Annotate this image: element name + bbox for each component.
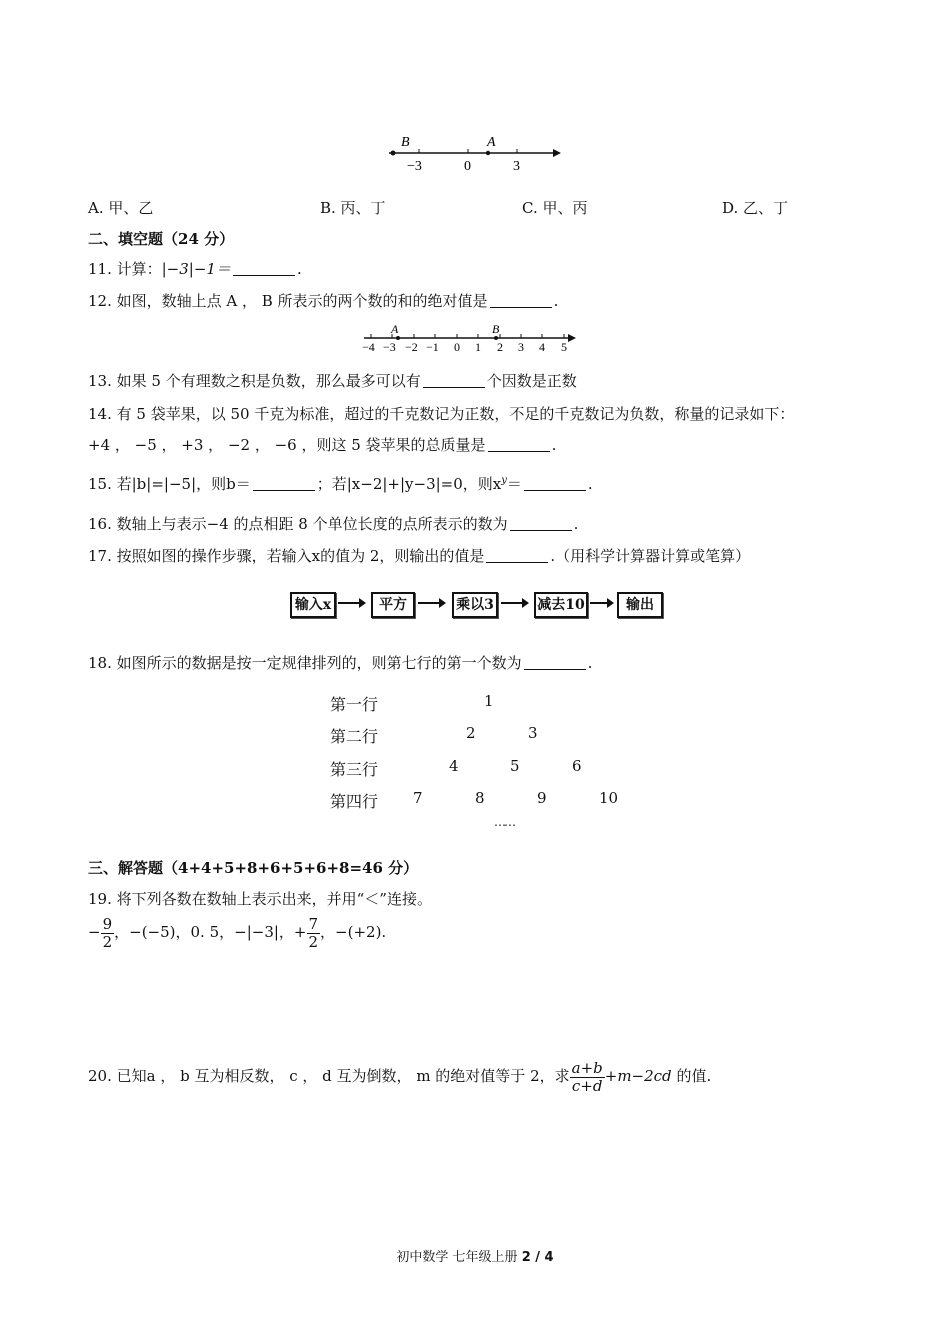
question-13-prefix: 13. 如果 5 个有理数之积是负数，那么最多可以有 — [88, 372, 421, 390]
row-label: 第三行 — [330, 760, 379, 779]
tick-label: 1 — [475, 340, 481, 354]
expression-tail: +m−2cd — [604, 1067, 672, 1085]
question-16-suffix: . — [573, 515, 579, 533]
tick-label: −4 — [362, 340, 375, 354]
tick-label: −2 — [405, 340, 418, 354]
question-15-prefix: 15. 若|b|=|−5|，则b＝ — [88, 475, 251, 493]
question-14-suffix: . — [551, 436, 557, 454]
question-17 — [88, 545, 750, 566]
flow-arrow — [501, 602, 527, 604]
option-a: A. 甲、乙 — [88, 199, 154, 217]
question-15 — [88, 473, 593, 494]
page-footer — [0, 1246, 950, 1265]
flow-step-output: 输出 — [617, 592, 663, 618]
answer-blank — [253, 475, 315, 491]
row-number: 3 — [528, 724, 538, 742]
row-label: 第四行 — [330, 792, 379, 811]
fraction-a-plus-b-over-c-plus-d: $\frac{a+b}{c+d}$ — [571, 1059, 603, 1095]
row-number: 5 — [510, 757, 520, 775]
tick-label: 0 — [464, 159, 471, 174]
tick-label: 0 — [454, 340, 460, 354]
question-20-suffix: 的值. — [671, 1067, 712, 1085]
flow-arrow — [418, 602, 444, 604]
question-12 — [88, 290, 558, 311]
question-11-prefix: 11. 计算： — [88, 260, 162, 278]
answer-blank — [488, 436, 550, 452]
question-16 — [88, 513, 578, 534]
fraction-7-2: $\frac{7}{2}$ — [308, 915, 319, 951]
option-b: B. 丙、丁 — [320, 199, 386, 217]
question-11-suffix: . — [296, 260, 302, 278]
question-15-suffix: . — [587, 475, 593, 493]
point-b-label: B — [401, 135, 410, 150]
question-18 — [88, 652, 592, 673]
question-17-prefix: 17. 按照如图的操作步骤，若输入x的值为 2，则输出的值是 — [88, 547, 485, 565]
question-11 — [88, 258, 302, 279]
fraction-9-2: $\frac{9}{2}$ — [102, 915, 113, 951]
point-b-label: B — [492, 322, 500, 336]
footer-title: 初中数学 七年级上册 — [396, 1250, 522, 1265]
question-15-middle: ；若|x−2|+|y−3|=0，则x — [316, 475, 502, 493]
question-17-suffix: .（用科学计算器计算或笔算） — [550, 547, 751, 565]
option-d: D. 乙、丁 — [722, 199, 789, 217]
flow-arrow — [590, 602, 612, 604]
number-list-end: ，−(+2). — [320, 923, 387, 941]
answer-blank — [524, 475, 586, 491]
tick-label: 3 — [518, 340, 524, 354]
number-list: ，−(−5)，0. 5，−|−3|，+ — [114, 923, 307, 941]
question-13-suffix: 个因数是正数 — [486, 372, 577, 390]
question-12-text: 12. 如图，数轴上点 A ， B 所表示的两个数的和的绝对值是 — [88, 292, 488, 310]
number-line-figure-1 — [385, 132, 565, 177]
section-2-title: 二、填空题（24 分） — [88, 230, 235, 248]
question-15-equals: ＝ — [506, 475, 522, 493]
answer-blank — [510, 515, 572, 531]
question-13 — [88, 370, 577, 391]
answer-blank — [490, 292, 552, 308]
question-16-prefix: 16. 数轴上与表示−4 的点相距 8 个单位长度的点所表示的数为 — [88, 515, 508, 533]
row-label: 第一行 — [330, 695, 379, 714]
flow-step-square: 平方 — [371, 592, 415, 618]
question-19-numbers — [88, 916, 386, 950]
row-number: 8 — [475, 789, 485, 807]
tick-label: 2 — [497, 340, 503, 354]
question-11-expression: |−3|−1＝ — [161, 260, 231, 278]
row-number: 4 — [449, 757, 459, 775]
flow-step-subtract: 减去10 — [534, 592, 588, 618]
tick-label: 3 — [513, 159, 520, 174]
tick-label: −1 — [426, 340, 439, 354]
tick-label: 4 — [539, 340, 545, 354]
question-14-line-1: 14. 有 5 袋苹果，以 50 千克为标准，超过的千克数记为正数，不足的千克数记为负数，称量的记录如下： — [88, 405, 795, 423]
row-number: 1 — [484, 692, 494, 710]
row-number: 9 — [537, 789, 547, 807]
row-number: 6 — [572, 757, 582, 775]
tick-label: 5 — [561, 340, 567, 354]
question-20-prefix: 20. 已知a ， b 互为相反数， c ， d 互为倒数， m 的绝对值等于 2，求 — [88, 1067, 570, 1085]
answer-blank — [486, 547, 548, 563]
flow-step-input: 输入x — [290, 592, 336, 618]
row-number: 2 — [466, 724, 476, 742]
flow-step-multiply: 乘以3 — [452, 592, 498, 618]
tick-label: −3 — [383, 340, 396, 354]
row-label: 第二行 — [330, 727, 379, 746]
exponent-y: y — [501, 475, 507, 486]
question-12-suffix: . — [553, 292, 559, 310]
page-number: 2 / 4 — [521, 1250, 554, 1265]
row-number: 10 — [599, 789, 619, 807]
tick-label: −3 — [407, 159, 422, 174]
option-c: C. 甲、丙 — [522, 199, 588, 217]
negative-sign: − — [88, 923, 101, 941]
point-a-label: A — [391, 322, 399, 336]
question-19-text: 19. 将下列各数在数轴上表示出来，并用“＜”连接。 — [88, 890, 432, 908]
number-line-figure-2 — [358, 322, 583, 356]
ellipsis: …… — [494, 815, 514, 829]
point-a-label: A — [487, 135, 496, 150]
flow-arrow — [338, 602, 364, 604]
question-18-prefix: 18. 如图所示的数据是按一定规律排列的，则第七行的第一个数为 — [88, 654, 522, 672]
row-number: 7 — [413, 789, 423, 807]
question-14-line-2 — [88, 434, 556, 455]
section-3-title: 三、解答题（4+4+5+8+6+5+6+8=46 分） — [88, 859, 419, 877]
question-14-text: +4 ， −5 ， +3 ， −2 ， −6 ，则这 5 袋苹果的总质量是 — [88, 436, 486, 454]
answer-blank — [423, 372, 485, 388]
question-18-suffix: . — [587, 654, 593, 672]
question-20 — [88, 1060, 711, 1094]
answer-blank — [233, 260, 295, 276]
answer-blank — [524, 654, 586, 670]
